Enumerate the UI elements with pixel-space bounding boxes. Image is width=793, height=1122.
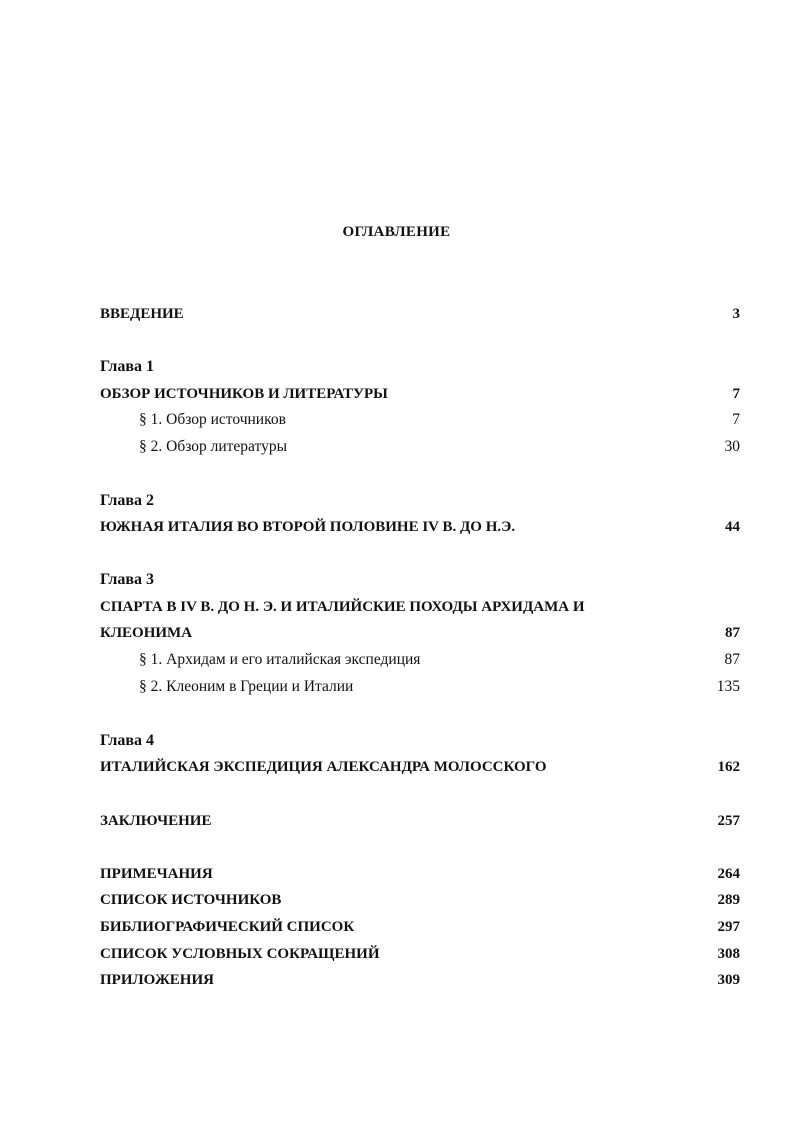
toc-page-number: 297	[717, 919, 740, 935]
toc-page-number: 44	[725, 519, 740, 535]
chapter-4-heading: Глава 4	[100, 732, 154, 749]
toc-entry-bibliography[interactable]	[100, 918, 740, 936]
toc-page-number: 30	[724, 438, 740, 455]
toc-entry-label: ЗАКЛЮЧЕНИЕ	[100, 813, 212, 829]
toc-page-number: 87	[725, 625, 740, 641]
toc-page-number: 7	[732, 386, 740, 402]
toc-entry-appendices[interactable]	[100, 971, 740, 989]
toc-page-number: 135	[716, 678, 740, 695]
toc-entry-label: ПРИМЕЧАНИЯ	[100, 866, 213, 882]
toc-entry-label: КЛЕОНИМА	[100, 625, 193, 641]
toc-title: ОГЛАВЛЕНИЕ	[342, 224, 451, 240]
toc-page-number: 264	[717, 866, 740, 882]
toc-entry-label: БИБЛИОГРАФИЧЕСКИЙ СПИСОК	[100, 919, 355, 935]
chapter-1-heading: Глава 1	[100, 358, 154, 375]
toc-entry-sources-list[interactable]	[100, 891, 740, 909]
toc-entry-conclusion[interactable]	[100, 812, 740, 830]
toc-entry-label: СПИСОК ИСТОЧНИКОВ	[100, 892, 282, 908]
toc-entry-chapter-3[interactable]	[100, 624, 740, 642]
toc-entry-label: ОБЗОР ИСТОЧНИКОВ И ЛИТЕРАТУРЫ	[100, 386, 388, 402]
toc-entry-label: ИТАЛИЙСКАЯ ЭКСПЕДИЦИЯ АЛЕКСАНДРА МОЛОССКОГО	[100, 759, 547, 775]
toc-section-label: § 1. Архидам и его италийская экспедиция	[139, 651, 421, 668]
toc-page-number: 257	[717, 813, 740, 829]
toc-section-1-2[interactable]	[139, 438, 740, 456]
toc-entry-introduction[interactable]	[100, 305, 740, 323]
toc-entry-label: ВВЕДЕНИЕ	[100, 306, 184, 322]
toc-section-1-1[interactable]	[139, 411, 740, 429]
toc-page-number: 308	[717, 946, 740, 962]
toc-entry-chapter-3-line-1[interactable]: СПАРТА В IV В. ДО Н. Э. И ИТАЛИЙСКИЕ ПОХОДЫ АРХИДАМА И	[100, 599, 585, 615]
toc-entry-notes[interactable]	[100, 865, 740, 883]
toc-section-label: § 2. Обзор литературы	[139, 438, 288, 455]
toc-page-number: 3	[732, 306, 740, 322]
toc-section-label: § 2. Клеоним в Греции и Италии	[139, 678, 354, 695]
chapter-3-heading: Глава 3	[100, 571, 154, 588]
toc-entry-label: ПРИЛОЖЕНИЯ	[100, 972, 214, 988]
toc-page-number: 162	[717, 759, 740, 775]
toc-entry-abbreviations[interactable]	[100, 945, 740, 963]
toc-section-3-2[interactable]	[139, 678, 740, 696]
toc-entry-chapter-4[interactable]	[100, 758, 740, 776]
toc-page-number: 309	[717, 972, 740, 988]
toc-entry-chapter-1[interactable]	[100, 385, 740, 403]
toc-entry-label: ЮЖНАЯ ИТАЛИЯ ВО ВТОРОЙ ПОЛОВИНЕ IV В. ДО Н.Э.	[100, 519, 516, 535]
toc-entry-label: СПИСОК УСЛОВНЫХ СОКРАЩЕНИЙ	[100, 946, 380, 962]
chapter-2-heading: Глава 2	[100, 492, 154, 509]
toc-section-label: § 1. Обзор источников	[139, 411, 286, 428]
toc-page-number: 87	[724, 651, 740, 668]
toc-page-number: 7	[732, 411, 740, 428]
toc-page-number: 289	[717, 892, 740, 908]
toc-section-3-1[interactable]	[139, 651, 740, 669]
toc-entry-chapter-2[interactable]	[100, 518, 740, 536]
